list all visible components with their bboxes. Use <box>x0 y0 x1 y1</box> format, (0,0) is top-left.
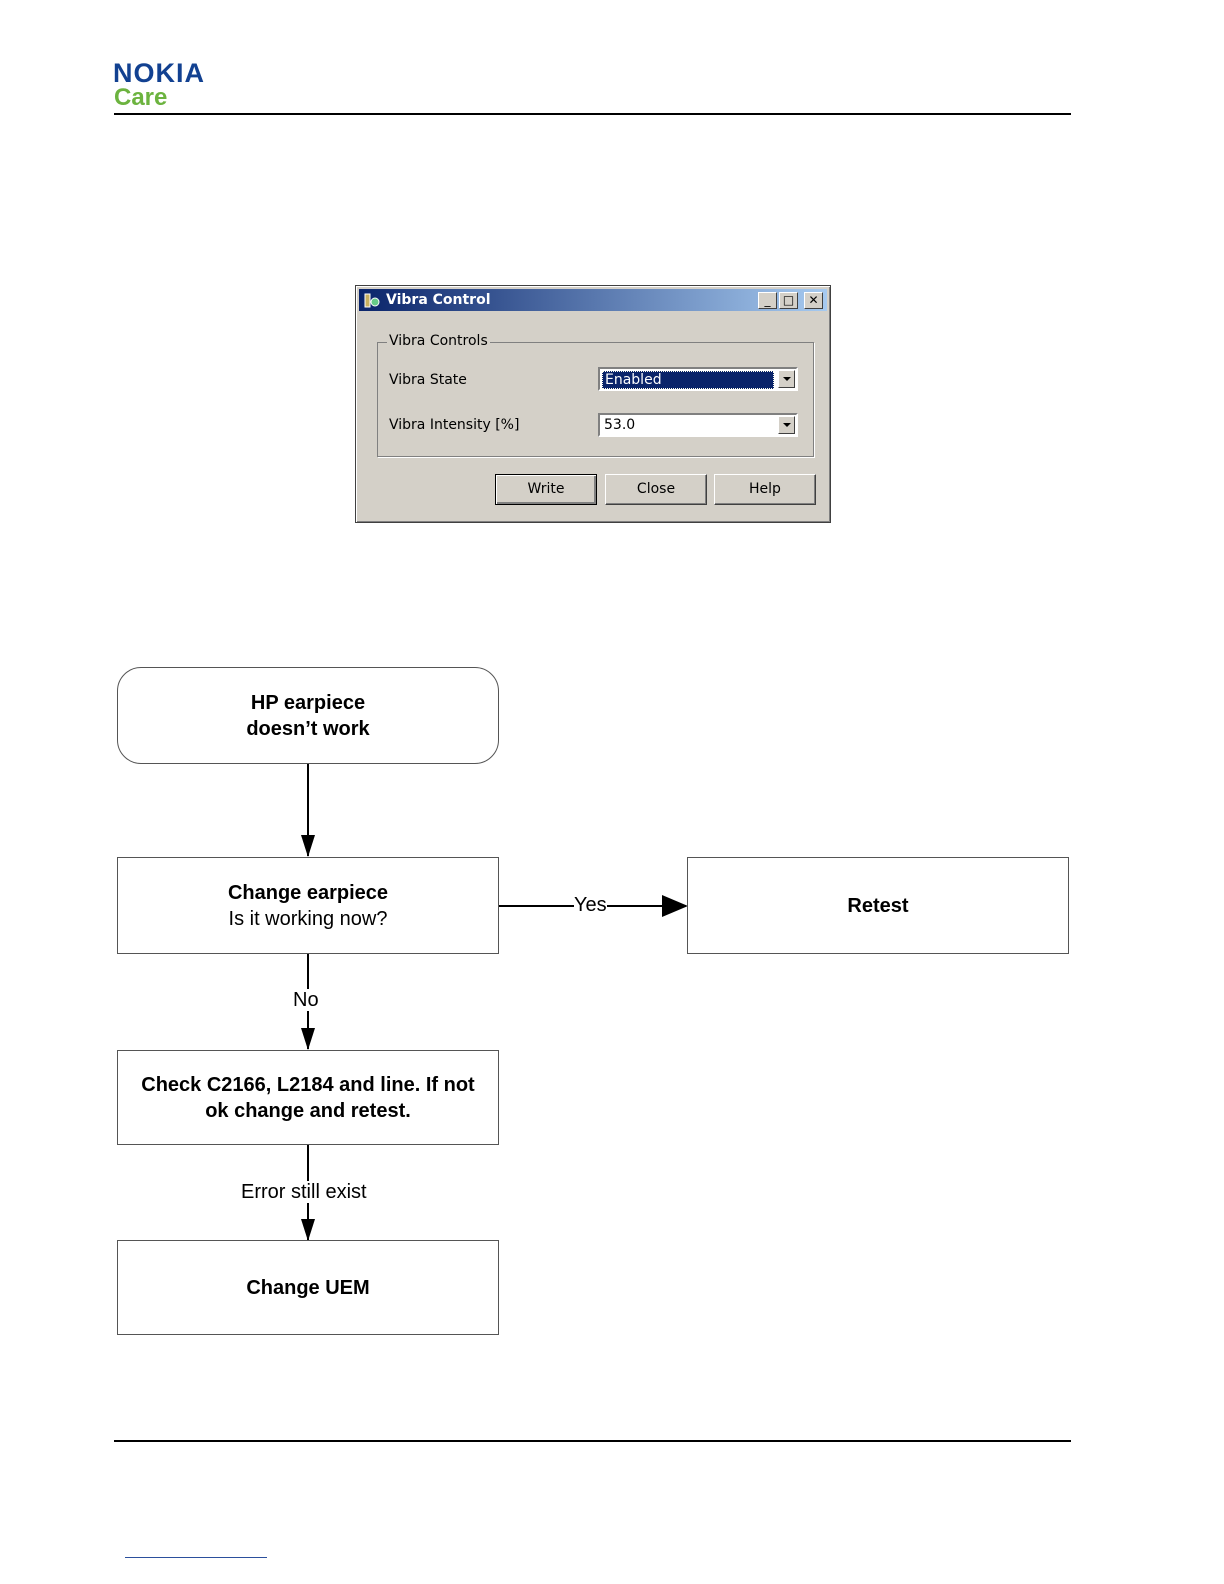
vibra-state-value: Enabled <box>602 371 774 389</box>
flow-step3-box <box>117 1240 499 1335</box>
step2-line2: ok change and retest. <box>205 1099 411 1122</box>
write-button-label: Write <box>527 481 565 497</box>
minimize-button[interactable]: _ <box>758 292 777 309</box>
step1-line2: Is it working now? <box>228 907 388 930</box>
close-window-button[interactable]: ✕ <box>804 292 823 309</box>
help-button-label: Help <box>749 481 781 497</box>
step3-text: Change UEM <box>246 1276 370 1299</box>
group-title: Vibra Controls <box>389 333 488 349</box>
no-label: No <box>293 989 319 1011</box>
flow-start-box <box>117 667 499 764</box>
nokia-logo: NOKIA <box>113 58 205 88</box>
vibra-intensity-label: Vibra Intensity [%] <box>389 417 520 433</box>
maximize-button[interactable]: □ <box>779 292 798 309</box>
care-logo: Care <box>114 84 168 111</box>
close-button-label: Close <box>636 481 676 497</box>
vibra-state-label: Vibra State <box>389 372 467 388</box>
footer-rule <box>114 1440 1071 1442</box>
flow-step1-box <box>117 857 499 954</box>
retest-text: Retest <box>847 894 909 917</box>
step1-line1: Change earpiece <box>227 881 389 904</box>
dialog-title: Vibra Control <box>386 292 491 308</box>
arrow-yes-head <box>662 895 688 917</box>
flow-step2-box <box>117 1050 499 1145</box>
start-line2: doesn’t work <box>246 717 370 740</box>
footer-link-underline[interactable] <box>125 1557 267 1558</box>
step2-line1: Check C2166, L2184 and line. If not <box>141 1073 475 1096</box>
yes-label: Yes <box>574 894 607 916</box>
start-line1: HP earpiece <box>250 691 366 714</box>
flow-retest-box <box>687 857 1069 954</box>
vibra-intensity-value: 53.0 <box>604 417 636 433</box>
error-label: Error still exist <box>241 1181 367 1203</box>
